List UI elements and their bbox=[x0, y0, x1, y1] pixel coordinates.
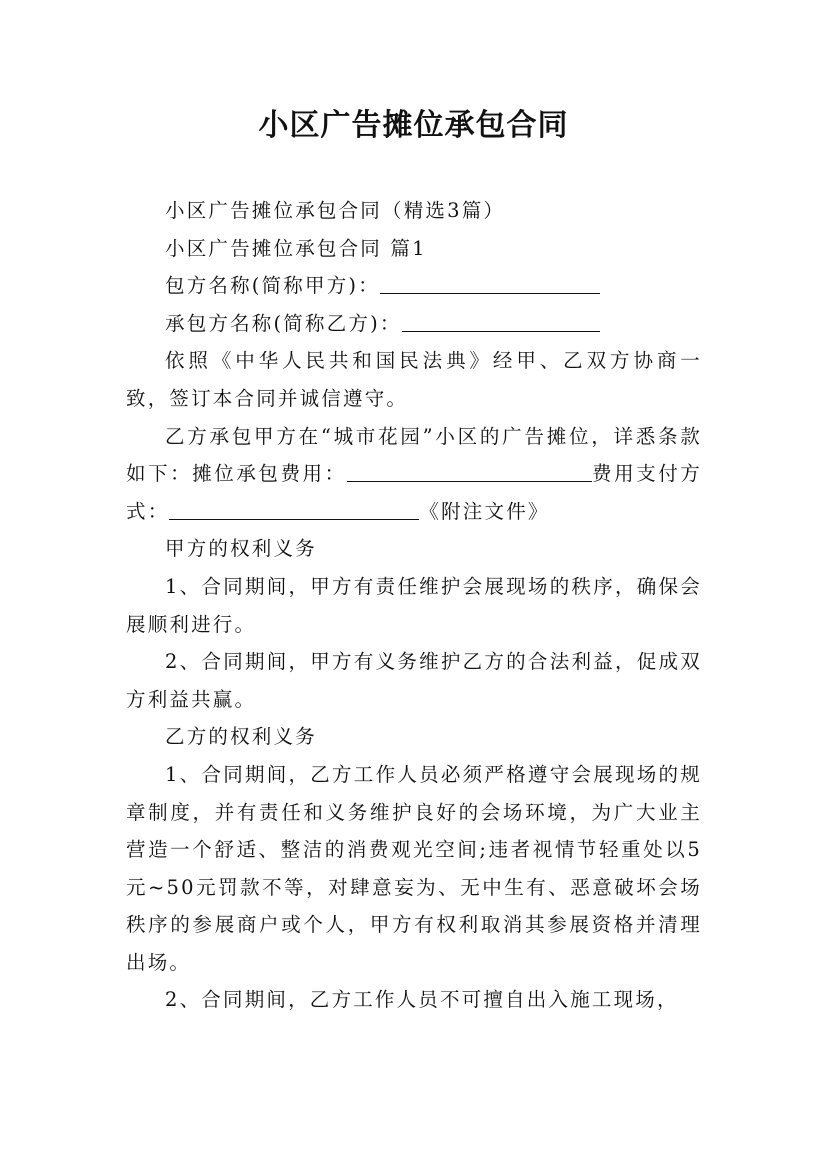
party-a-line bbox=[126, 267, 702, 305]
party-b-label: 承包方名称(简称乙方)： bbox=[165, 311, 402, 335]
fee-blank bbox=[347, 459, 592, 482]
clause-paragraph bbox=[126, 418, 702, 531]
subtitle: 小区广告摊位承包合同（精选3篇） bbox=[165, 199, 506, 222]
document-body bbox=[126, 192, 702, 1019]
document-title: 小区广告摊位承包合同 bbox=[258, 108, 569, 143]
intro-paragraph: 依照《中华人民共和国民法典》经甲、乙双方协商一致，签订本合同并诚信遵守。 bbox=[126, 349, 702, 410]
party-b-item-1: 1、合同期间，乙方工作人员必须严格遵守会展现场的规章制度，并有责任和义务维护良好的会场环境，为广大业主营造一个舒适、整洁的消费观光空间;违者视情节轻重处以5元~50元罚款不等，对肆意妄为、无中生有、恶意破坏会场秩序的参展商户或个人，甲方有权利取消其参展资格并清理出场。 bbox=[126, 762, 702, 974]
party-a-label: 包方名称(简称甲方)： bbox=[165, 274, 380, 298]
party-a-item-2: 2、合同期间，甲方有义务维护乙方的合法利益，促成双方利益共赢。 bbox=[126, 650, 702, 711]
party-b-blank bbox=[402, 309, 600, 332]
party-b-rights-heading: 乙方的权利义务 bbox=[165, 725, 317, 749]
section-heading: 小区广告摊位承包合同 篇1 bbox=[165, 236, 427, 260]
party-a-blank bbox=[380, 271, 600, 294]
clause-lead: 乙方承包甲方在“城市花园”小区的广告摊位，详悉条款如下：摊位承包费用： bbox=[126, 424, 702, 486]
fee-payment-label: 费用支付方式： bbox=[126, 462, 702, 523]
party-a-item-1: 1、合同期间，甲方有责任维护会展现场的秩序，确保会展顺利进行。 bbox=[126, 574, 702, 636]
attachment-label: 《附注文件》 bbox=[419, 499, 550, 523]
payment-blank bbox=[169, 497, 419, 520]
party-b-item-2: 2、合同期间，乙方工作人员不可擅自出入施工现场， bbox=[165, 988, 679, 1012]
party-b-line bbox=[126, 305, 702, 343]
party-a-rights-heading: 甲方的权利义务 bbox=[165, 537, 317, 561]
